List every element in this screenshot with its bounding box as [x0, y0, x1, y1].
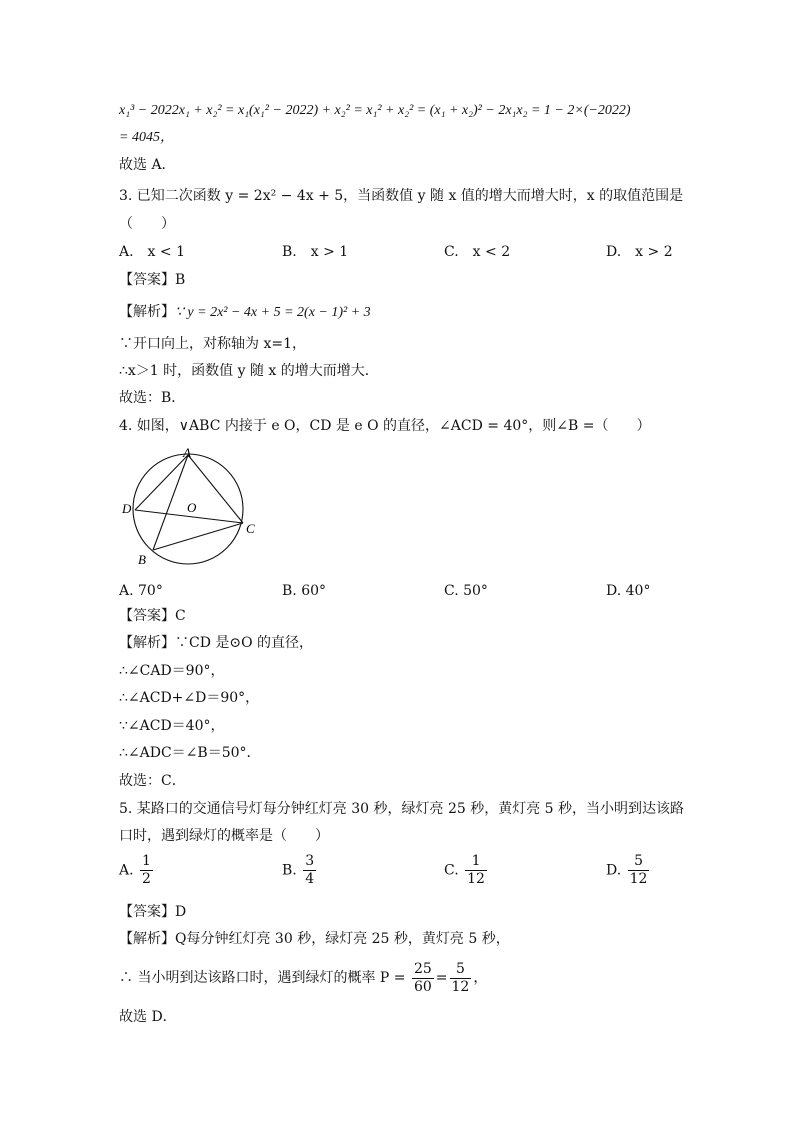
q5-option-c-den: 12: [467, 871, 485, 887]
q4-option-d: D. 40°: [606, 583, 651, 599]
q5-fraction1-num: 25: [413, 960, 432, 977]
q2-formula-line1: x₁³ − 2022x₁ + x₂² = x₁(x₁² − 2022) + x₂² = x₁² + x₂² = (x₁ + x₂)² − 2x₁x₂ = 1 − 2×(−2022): [119, 103, 631, 118]
segment-bc: [153, 523, 243, 550]
label-b: B: [138, 552, 146, 567]
q5-fraction2-den: 12: [451, 978, 470, 995]
label-d: D: [122, 501, 132, 516]
q3-analysis-line2: ∵开口向上，对称轴为 x=1，: [119, 336, 306, 352]
q5-option-d: [606, 853, 651, 888]
q4-analysis-line4: ∵∠ACD＝40°，: [119, 718, 225, 734]
q3-analysis-tag: 【解析】: [119, 304, 175, 320]
q4-option-a: A. 70°: [119, 583, 163, 599]
q3-analysis-line1: [119, 302, 371, 323]
q4-analysis-line5: ∴∠ADC＝∠B＝50°．: [119, 745, 261, 761]
q4-option-b: B. 60°: [282, 583, 327, 599]
q5-option-c-letter: C.: [444, 862, 459, 879]
q4-stem: 4. 如图，∨ABC 内接于 e O，CD 是 e O 的直径，∠ACD = 40°，则∠B =（ ）: [119, 418, 651, 434]
circle-triangle-figure: [119, 446, 269, 571]
q5-option-b-letter: B.: [282, 862, 297, 879]
q5-analysis-tag: 【解析】: [119, 931, 175, 947]
q5-option-b-num: 3: [305, 853, 315, 869]
q5-fraction2-num: 5: [450, 961, 472, 979]
q5-answer: 【答案】D: [119, 904, 187, 920]
q5-option-b-den: 4: [305, 871, 315, 887]
segment-ab: [153, 455, 188, 550]
q3-option-a: A. x < 1: [119, 244, 185, 260]
q4-analysis-tag: 【解析】: [119, 635, 175, 651]
q4-analysis-line2: ∴∠CAD＝90°，: [119, 663, 225, 679]
q4-answer: 【答案】C: [119, 608, 186, 624]
q2-choose: 故选 A．: [119, 157, 176, 173]
q5-option-d-letter: D.: [606, 862, 622, 879]
q5-stem-line2: 口时，遇到绿灯的概率是（ ）: [119, 828, 329, 844]
q4-choose: 故选：C．: [119, 773, 186, 789]
q3-option-b: B. x > 1: [282, 244, 349, 260]
q3-option-d: D. x > 2: [606, 244, 673, 260]
q5-analysis-line1: [119, 929, 510, 949]
label-a: A: [183, 446, 191, 460]
q5-equals-sign: =: [435, 970, 448, 986]
q5-stem-line1: 5. 某路口的交通信号灯每分钟红灯亮 30 秒，绿灯亮 25 秒，黄灯亮 5 秒，当小明到达该路: [119, 801, 685, 817]
q3-option-c: C. x < 2: [444, 244, 511, 260]
q5-option-c-num: 1: [465, 853, 487, 871]
segment-ad: [135, 455, 188, 510]
q5-option-d-num: 5: [628, 853, 650, 871]
q5-analysis-line2: [119, 958, 487, 998]
q3-analysis-line3: ∴x＞1 时，函数值 y 随 x 的增大而增大．: [119, 363, 379, 379]
q5-option-d-den: 12: [629, 871, 648, 887]
q4-analysis-line3: ∴∠ACD+∠D＝90°，: [119, 690, 260, 706]
q5-fraction1-den: 60: [413, 978, 432, 995]
q5-option-b: [282, 853, 318, 888]
q4-option-c: C. 50°: [444, 583, 488, 599]
q5-choose: 故选 D．: [119, 1009, 177, 1025]
q5-option-a-den: 2: [142, 871, 151, 887]
q4-analysis-line1: [119, 633, 313, 653]
label-o: O: [187, 500, 197, 515]
q3-choose: 故选：B．: [119, 390, 186, 406]
q3-answer: 【答案】B: [119, 272, 186, 288]
q3-paren: （ ）: [119, 216, 175, 232]
q5-analysis-text: Q每分钟红灯亮 30 秒，绿灯亮 25 秒，黄灯亮 5 秒，: [175, 931, 510, 947]
q5-option-a-num: 1: [142, 853, 151, 869]
q5-option-a-letter: A.: [119, 862, 134, 879]
label-c: C: [246, 521, 255, 536]
q4-analysis-text: ∵CD 是⊙O 的直径，: [175, 635, 314, 651]
q5-analysis-line2-text: ∴ 当小明到达该路口时，遇到绿灯的概率 P =: [119, 970, 406, 986]
q5-analysis-line2-end: ，: [473, 970, 488, 986]
q2-formula-line2: = 4045，: [119, 130, 174, 145]
q5-option-c: [444, 853, 489, 888]
q3-stem: 3. 已知二次函数 y = 2x² − 4x + 5，当函数值 y 随 x 值的增大而增大时，x 的取值范围是: [119, 188, 684, 204]
q3-analysis-formula: ∵ y = 2x² − 4x + 5 = 2(x − 1)² + 3: [175, 305, 371, 320]
q5-option-a: [119, 853, 155, 888]
